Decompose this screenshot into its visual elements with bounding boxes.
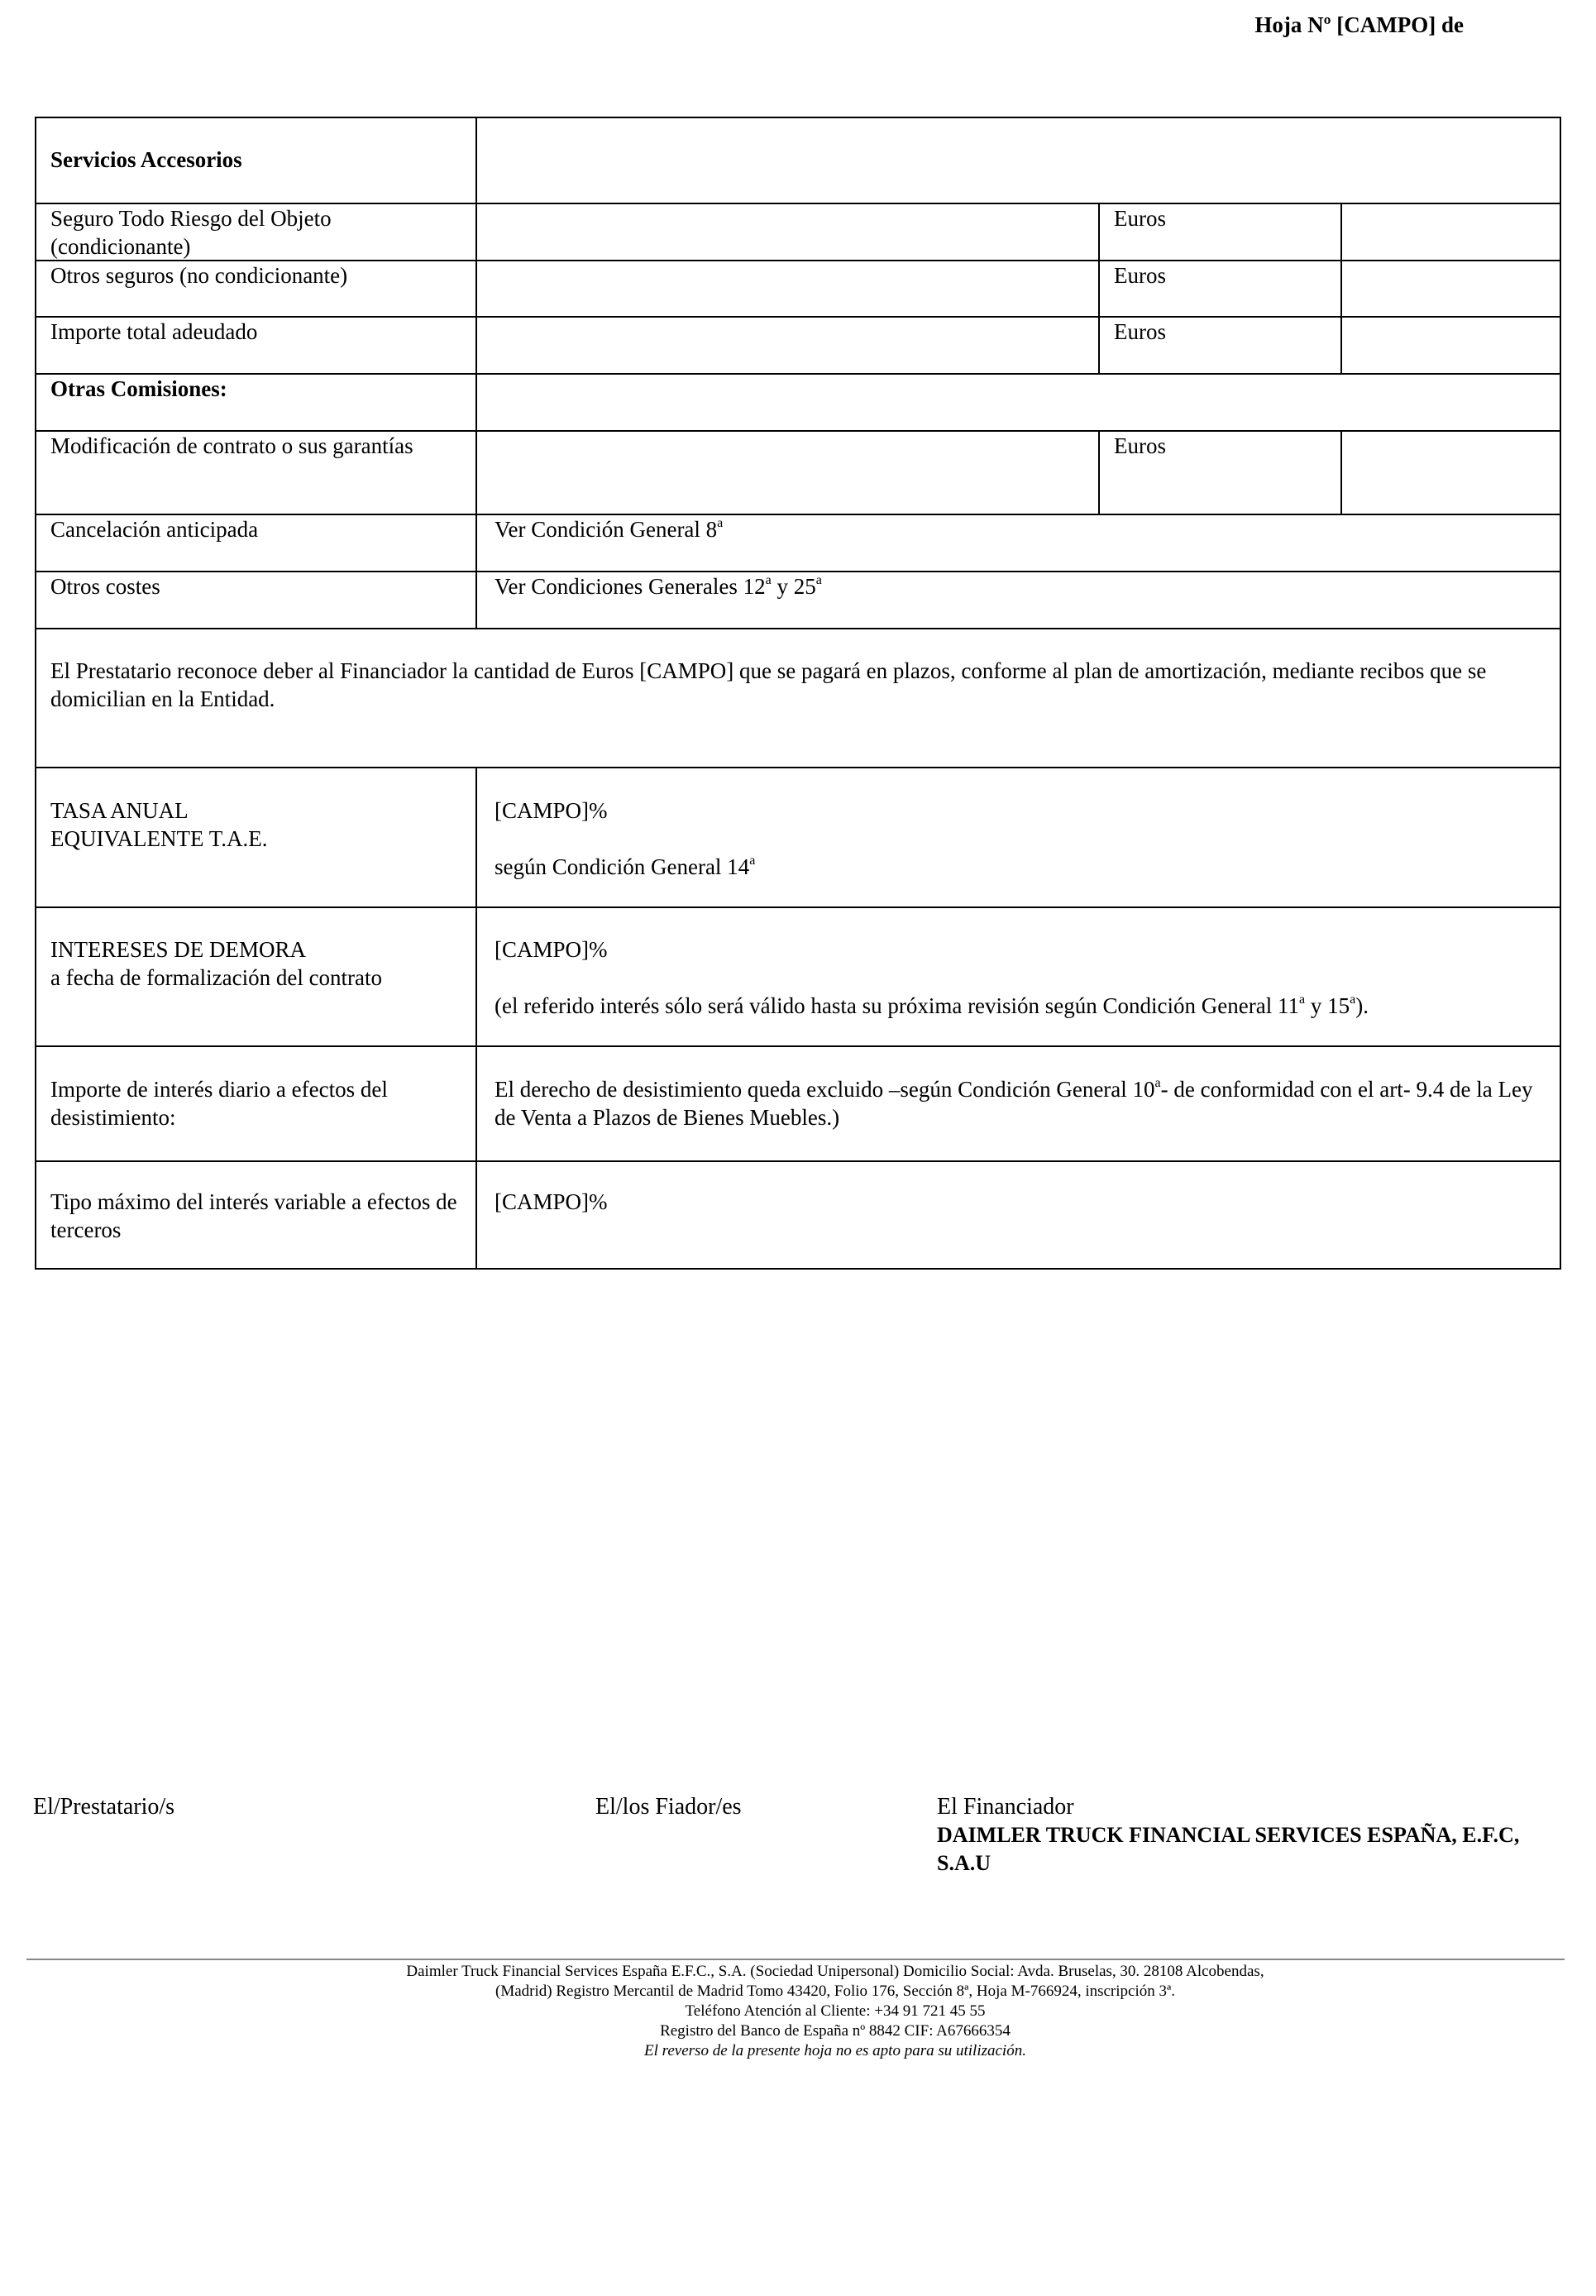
column-divider [475,767,477,1268]
servicios-accesorios-heading: Servicios Accesorios [50,147,242,172]
tipo-maximo-value: [CAMPO]% [495,1189,608,1214]
tae-value: [CAMPO]% [495,798,608,823]
column-divider [1098,430,1100,514]
footer-line: (Madrid) Registro Mercantil de Madrid Tomo 43420, Folio 176, Sección 8ª, Hoja M-766924, inscripción 3ª. [495,1983,1175,2000]
table-border-bottom [35,1268,1561,1270]
column-divider [1340,203,1342,373]
footer-line: El reverso de la presente hoja no es apto para su utilización. [644,2042,1026,2059]
tae-label-line2: EQUIVALENTE T.A.E. [50,826,268,851]
table-border-left [35,117,36,1270]
tae-note: según Condición General 14$^a$ [495,854,756,879]
seguro-euros-label: Euros [1114,206,1166,231]
table-border-right [1560,117,1561,1270]
row-divider [35,373,1561,375]
tipo-maximo-label: Tipo máximo del interés variable a efectos de terceros [50,1189,457,1242]
row-divider [35,906,1561,908]
cancelacion-label: Cancelación anticipada [50,517,259,542]
otros-seguros-euros-label: Euros [1114,263,1166,288]
otras-comisiones-heading: Otras Comisiones: [50,376,227,401]
row-divider [35,767,1561,768]
cancelacion-value: Ver Condición General 8$^a$ [495,516,724,542]
table-border-top [35,117,1561,118]
interes-diario-value: El derecho de desistimiento queda excluido –según Condición General 10$^a$- de conformidad con el art- 9.4 de la Ley de Venta a Plazos de Bienes Muebles.) [495,1076,1533,1130]
seguro-todo-riesgo-label: Seguro Todo Riesgo del Objeto (condicionante) [50,206,332,259]
page-title: Hoja Nº [CAMPO] de [1254,12,1464,37]
row-divider [35,1045,1561,1047]
footer-divider [26,1959,1565,1960]
contract-table [35,117,1561,1270]
demora-label-line2: a fecha de formalización del contrato [50,965,383,990]
footer-line: Daimler Truck Financial Services España E.F.C., S.A. (Sociedad Unipersonal) Domicilio Social: Avda. Bruselas, 30. 28108 Alcobendas, [406,1963,1264,1980]
otros-seguros-label: Otros seguros (no condicionante) [50,263,348,288]
row-divider [35,1160,1561,1162]
modificacion-euros-label: Euros [1114,433,1166,458]
row-divider [35,316,1561,318]
signature-prestatario: El/Prestatario/s [33,1794,175,1820]
tae-label-line1: TASA ANUAL [50,798,189,823]
otros-costes-value: Ver Condiciones Generales 12$^a$ y 25$^a$ [495,573,822,599]
modificacion-label: Modificación de contrato o sus garantías [50,433,413,458]
column-divider [475,117,477,628]
importe-total-label: Importe total adeudado [50,319,258,344]
signature-fiador: El/los Fiador/es [595,1794,742,1820]
demora-label-line1: INTERESES DE DEMORA [50,937,306,962]
footer-line: Registro del Banco de España nº 8842 CIF: A67666354 [660,2022,1011,2040]
financiador-name: DAIMLER TRUCK FINANCIAL SERVICES ESPAÑA, E.F.C, S.A.U [937,1823,1520,1875]
otros-costes-label: Otros costes [50,574,160,599]
demora-note: (el referido interés sólo será válido hasta su próxima revisión según Condición General 11$^a$ y 15$^a$). [495,993,1369,1018]
row-divider [35,628,1561,629]
column-divider [1340,430,1342,514]
importe-total-euros-label: Euros [1114,319,1166,344]
signature-financiador: El Financiador [937,1794,1074,1820]
demora-value: [CAMPO]% [495,937,608,962]
column-divider [1098,203,1100,373]
footer [240,1962,1431,2061]
reconocimiento-text: El Prestatario reconoce deber al Financiador la cantidad de Euros [CAMPO] que se pagará en plazos, conforme al plan de amortización, mediante recibos que se domicilian en la Entidad. [50,658,1487,711]
row-divider [35,514,1561,515]
footer-line: Teléfono Atención al Cliente: +34 91 721 45 55 [685,2002,986,2020]
interes-diario-label: Importe de interés diario a efectos del desistimiento: [50,1077,388,1130]
